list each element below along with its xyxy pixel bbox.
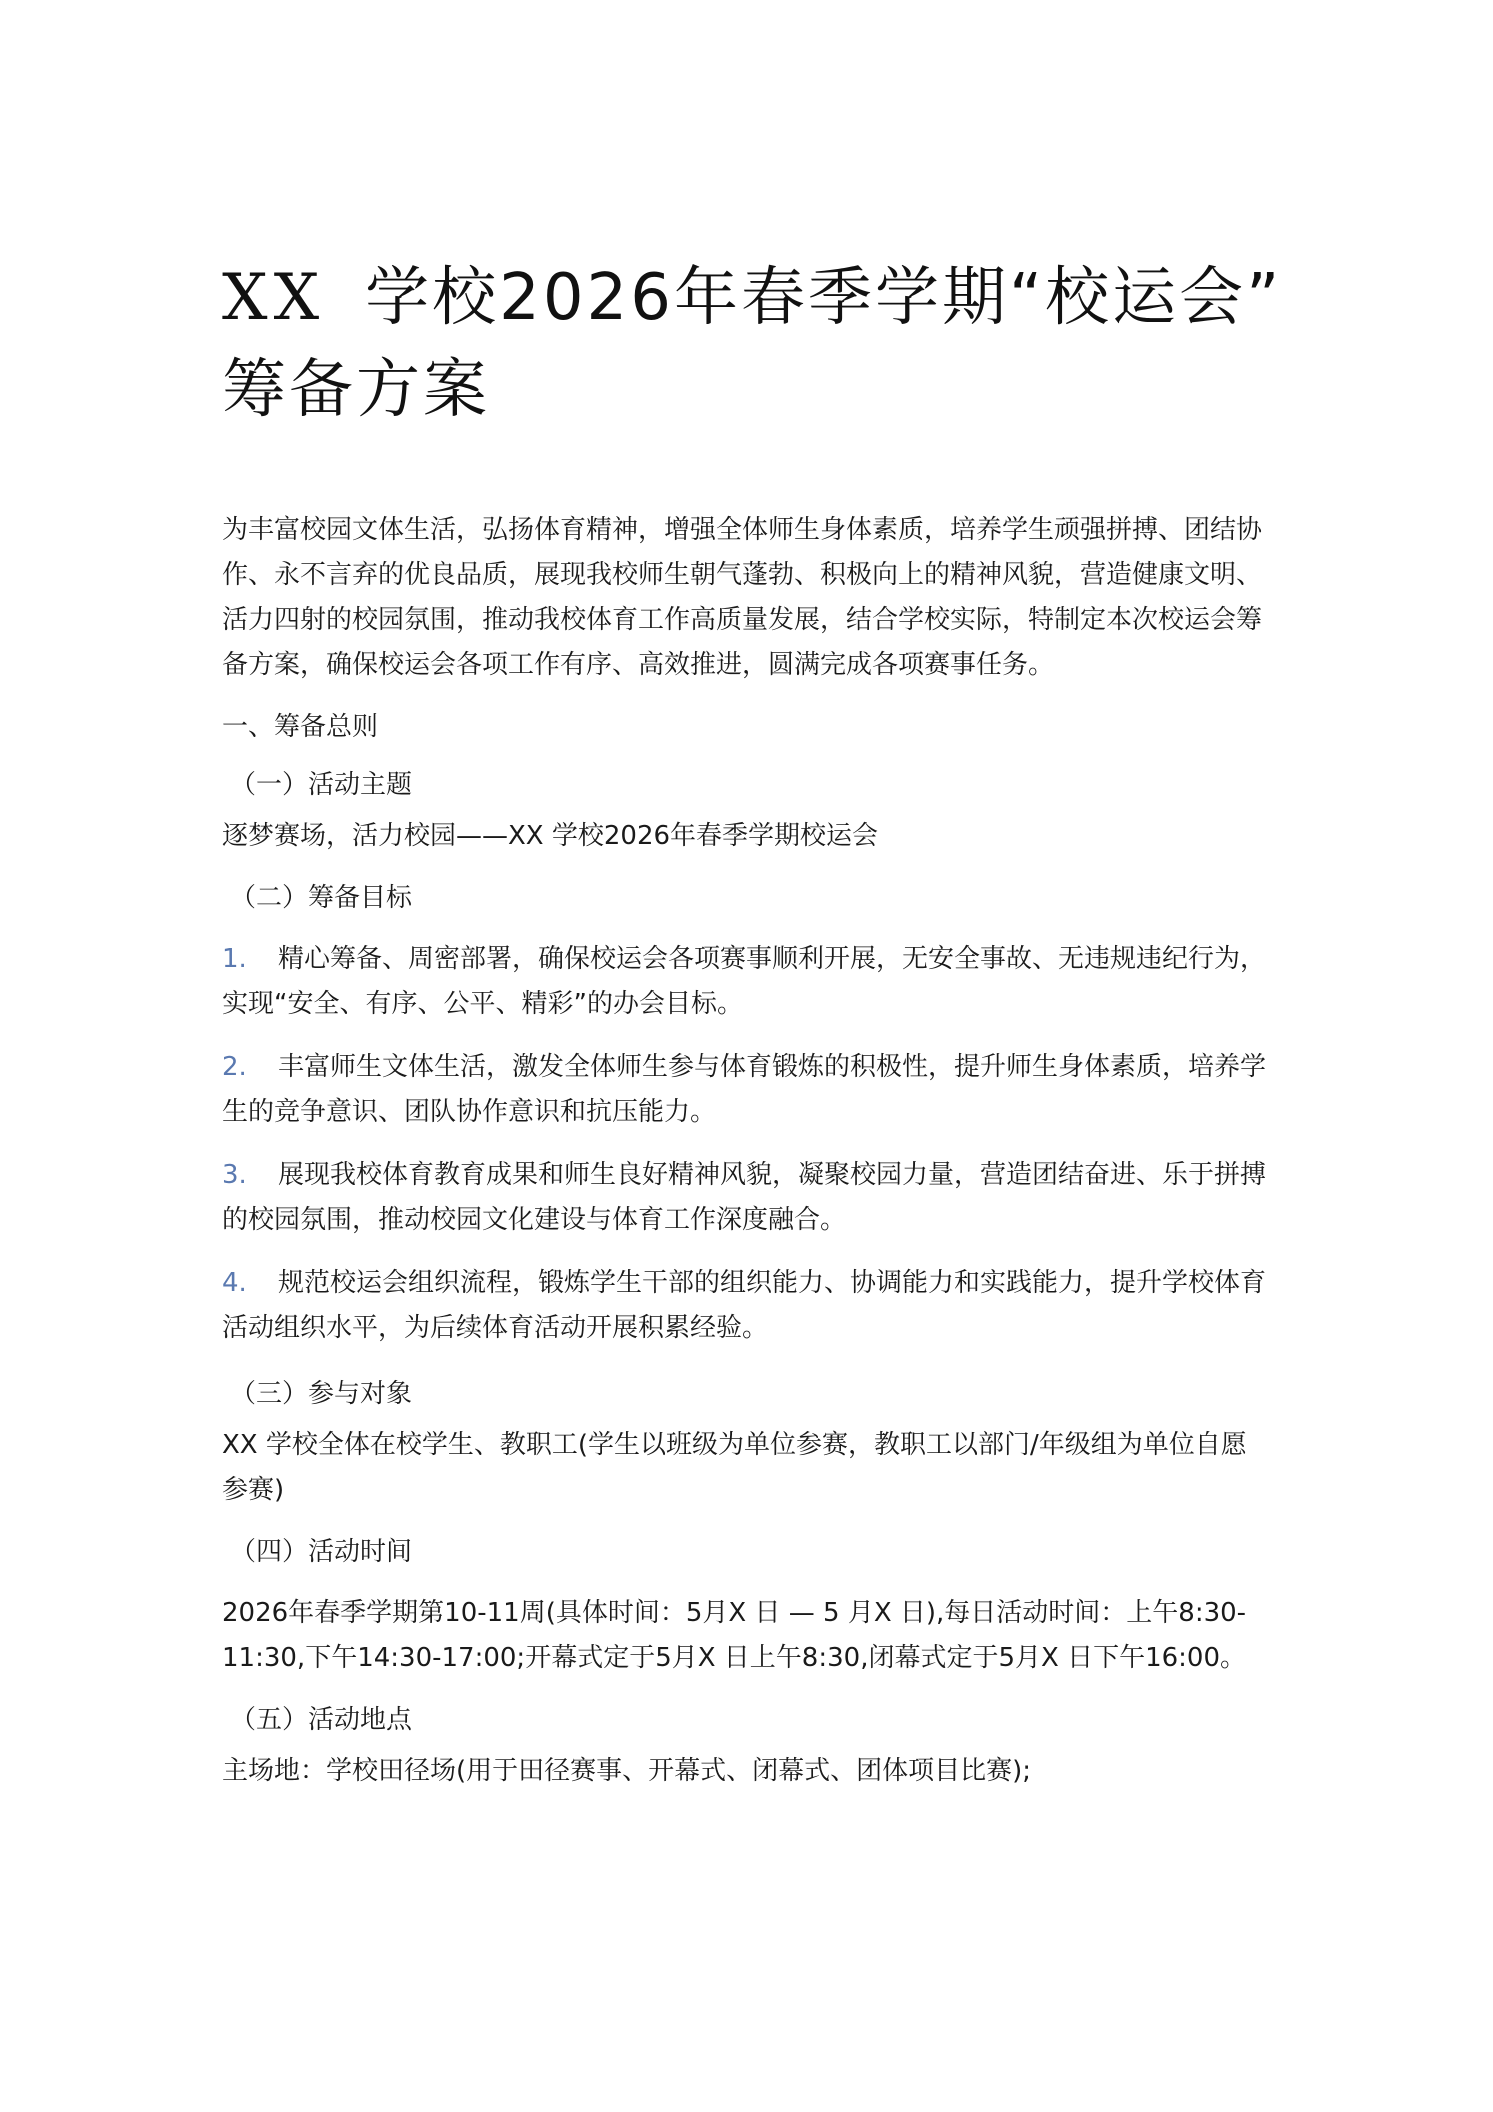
intro-paragraph: 为丰富校园文体生活，弘扬体育精神，增强全体师生身体素质，培养学生顽强拼搏、团结协作、永不言弃的优良品质，展现我校师生朝气蓬勃、积极向上的精神风貌，营造健康文明、活力四射的校园氛围，推动我校体育工作高质量发展，结合学校实际，特制定本次校运会筹备方案，确保校运会各项工作有序、高效推进，圆满完成各项赛事任务。: [222, 515, 1263, 680]
goal-item: [222, 1153, 1272, 1243]
participants-text: XX 学校全体在校学生、教职工(学生以班级为单位参赛，教职工以部门/年级组为单位自愿参赛): [222, 1430, 1247, 1505]
goal-text: 规范校运会组织流程，锻炼学生干部的组织能力、协调能力和实践能力，提升学校体育活动组织水平，为后续体育活动开展积累经验。: [222, 1268, 1267, 1343]
goal-number: 3.: [222, 1160, 247, 1190]
theme-text: 逐梦赛场，活力校园——XX 学校2026年春季学期校运会: [222, 821, 879, 851]
section-heading-general: 一、筹备总则: [222, 712, 379, 742]
subheading-time: （四）活动时间: [230, 1537, 413, 1567]
time-text: 2026年春季学期第10-11周(具体时间：5月X 日 — 5 月X 日),每日活动时间：上午8:30-11:30,下午14:30-17:00;开幕式定于5月X 日上午8:30,闭幕式定于5月X 日下午16:00。: [222, 1598, 1247, 1673]
goal-number: 1.: [222, 944, 247, 974]
subheading-venue: （五）活动地点: [230, 1705, 413, 1735]
goal-text: 精心筹备、周密部署，确保校运会各项赛事顺利开展，无安全事故、无违规违纪行为，实现“安全、有序、公平、精彩”的办会目标。: [222, 944, 1267, 1019]
document-title: [222, 252, 1322, 436]
goal-item: [222, 1045, 1272, 1135]
subheading-theme: （一）活动主题: [230, 770, 413, 800]
title-line1: 学校2026年春季学期“校运会”: [365, 261, 1283, 335]
goal-text: 展现我校体育教育成果和师生良好精神风貌，凝聚校园力量，营造团结奋进、乐于拼搏的校园氛围，推动校园文化建设与体育工作深度融合。: [222, 1160, 1267, 1235]
goal-number: 2.: [222, 1052, 247, 1082]
goal-item: [222, 1261, 1272, 1351]
goal-item: [222, 937, 1272, 1027]
goal-text: 丰富师生文体生活，激发全体师生参与体育锻炼的积极性，提升师生身体素质，培养学生的竞争意识、团队协作意识和抗压能力。: [222, 1052, 1267, 1127]
goal-number: 4.: [222, 1268, 247, 1298]
title-prefix: XX: [222, 261, 326, 335]
subheading-goals: （二）筹备目标: [230, 883, 413, 913]
document-body: [222, 508, 1272, 1794]
subheading-participants: （三）参与对象: [230, 1379, 413, 1409]
venue-text: 主场地：学校田径场(用于田径赛事、开幕式、闭幕式、团体项目比赛);: [222, 1756, 1032, 1786]
title-line2: 筹备方案: [222, 353, 490, 427]
